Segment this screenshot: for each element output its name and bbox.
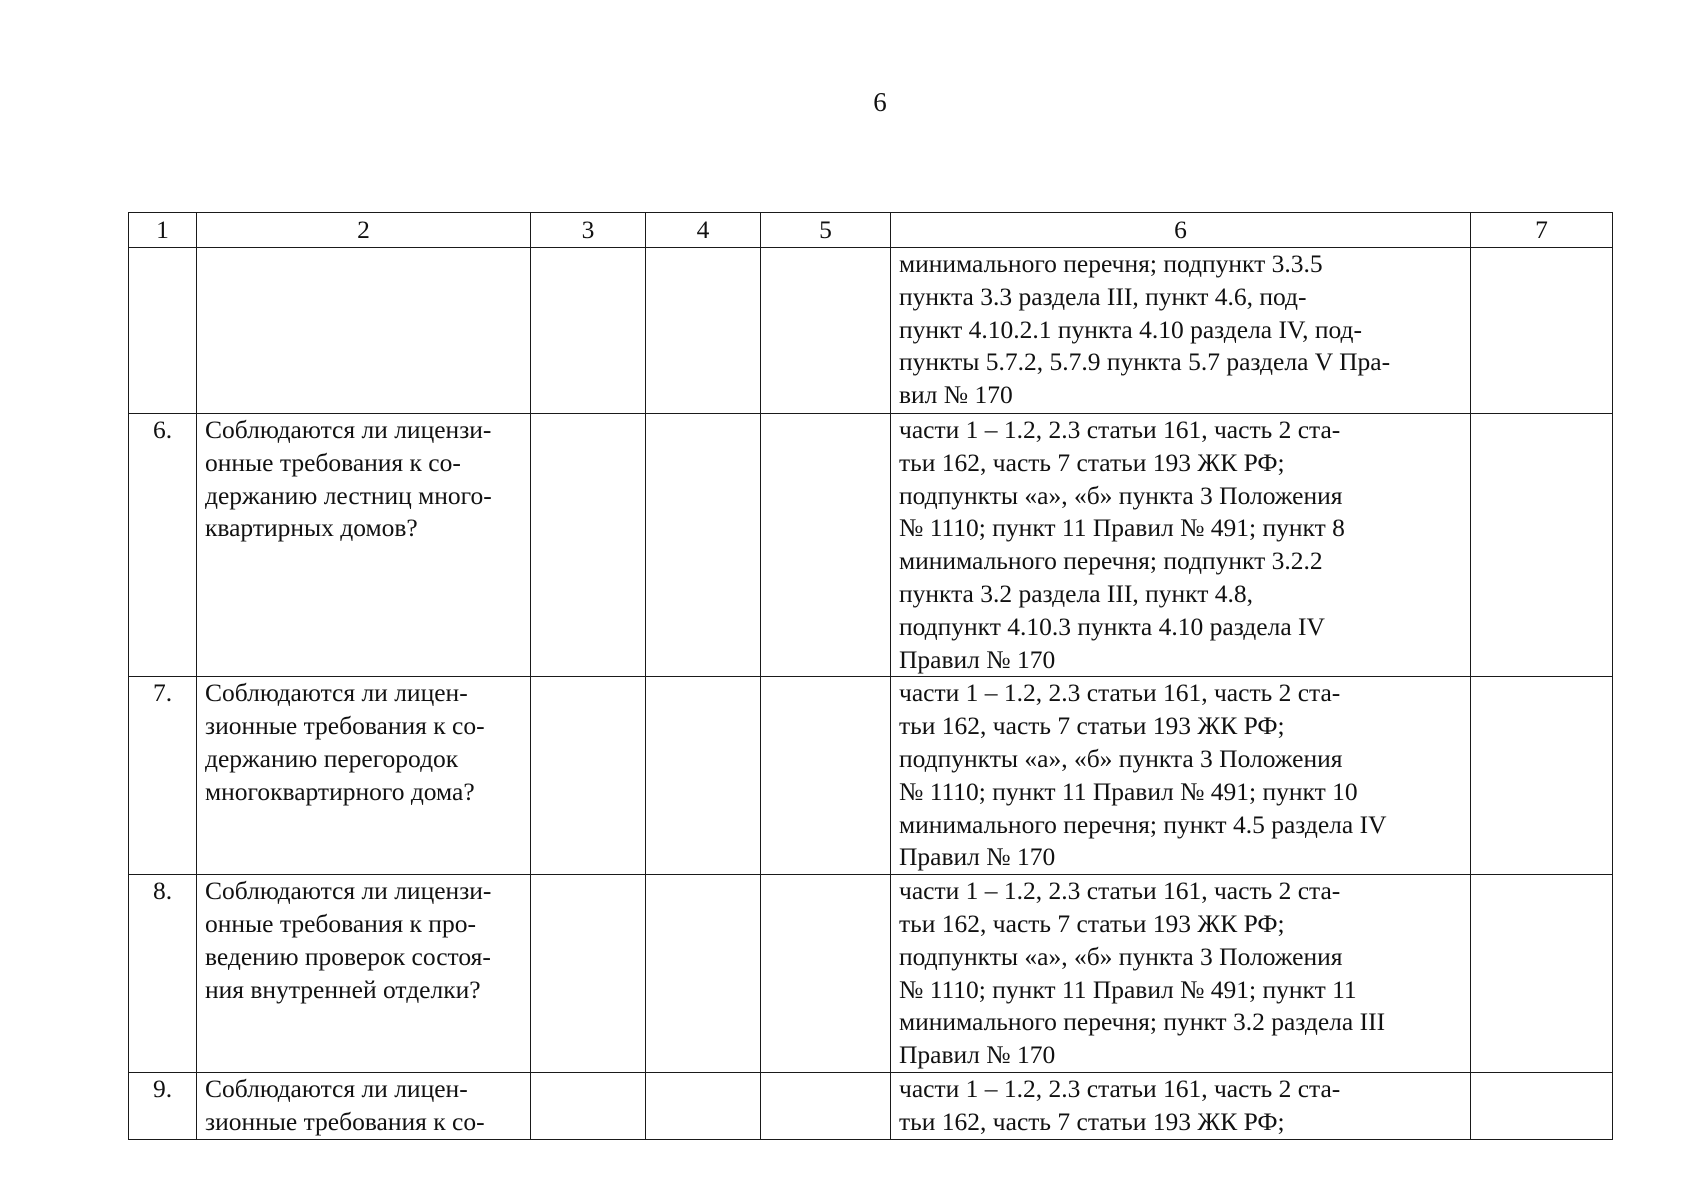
reference-line: тьи 162, часть 7 статьи 193 ЖК РФ; [899,908,1285,938]
reference-line: пункта 3.2 раздела III, пункт 4.8, [899,578,1253,608]
reference-cell [891,677,1471,875]
empty-cell [1471,875,1613,1073]
checklist-table [128,212,1613,1140]
reference-line: части 1 – 1.2, 2.3 статьи 161, часть 2 ста- [899,678,1341,708]
table-row [129,414,1613,677]
row-number: 6. [129,414,197,677]
header-col-1: 1 [129,213,197,248]
empty-cell [761,875,891,1073]
table-row [129,1072,1613,1139]
row-number: 8. [129,875,197,1073]
question-line: Соблюдаются ли лицен- [205,1073,468,1103]
empty-cell [646,248,761,414]
empty-cell [1471,248,1613,414]
header-col-3: 3 [531,213,646,248]
empty-cell [646,875,761,1073]
row-number: 7. [129,677,197,875]
question-line: Соблюдаются ли лицензи- [205,876,492,906]
reference-line: части 1 – 1.2, 2.3 статьи 161, часть 2 ста- [899,876,1341,906]
question-line: держанию перегородок [205,743,459,773]
question-cell [197,677,531,875]
header-col-5: 5 [761,213,891,248]
reference-line: тьи 162, часть 7 статьи 193 ЖК РФ; [899,447,1285,477]
header-row [129,213,1613,248]
empty-cell [761,677,891,875]
reference-line: № 1110; пункт 11 Правил № 491; пункт 10 [899,776,1358,806]
question-line: зионные требования к со- [205,711,485,741]
reference-line: минимального перечня; подпункт 3.3.5 [899,249,1323,278]
row-number: 9. [129,1072,197,1139]
header-col-7: 7 [1471,213,1613,248]
question-cell [197,875,531,1073]
header-col-4: 4 [646,213,761,248]
empty-cell [761,1072,891,1139]
page-number: 6 [873,87,887,117]
question-line: ведению проверок состоя- [205,941,491,971]
empty-cell [531,1072,646,1139]
reference-line: пункты 5.7.2, 5.7.9 пункта 5.7 раздела V Пра- [899,347,1391,377]
reference-cell [891,1072,1471,1139]
question-line: Соблюдаются ли лицензи- [205,415,492,444]
question-cell [197,1072,531,1139]
reference-line: № 1110; пункт 11 Правил № 491; пункт 8 [899,513,1345,543]
empty-cell [531,248,646,414]
table-row [129,248,1613,414]
reference-line: части 1 – 1.2, 2.3 статьи 161, часть 2 ста- [899,415,1341,444]
reference-line: тьи 162, часть 7 статьи 193 ЖК РФ; [899,1106,1285,1136]
question-line: ния внутренней отделки? [205,974,481,1004]
question-line: онные требования к со- [205,447,461,477]
reference-line: вил № 170 [899,380,1013,410]
reference-line: минимального перечня; пункт 3.2 раздела III [899,1007,1386,1037]
header-col-2: 2 [197,213,531,248]
empty-cell [1471,677,1613,875]
reference-line: подпункт 4.10.3 пункта 4.10 раздела IV [899,611,1325,641]
empty-cell [1471,1072,1613,1139]
empty-cell [646,414,761,677]
empty-cell [531,875,646,1073]
header-col-6: 6 [891,213,1471,248]
table-row [129,677,1613,875]
question-line: зионные требования к со- [205,1106,485,1136]
reference-line: пункта 3.3 раздела III, пункт 4.6, под- [899,281,1307,311]
empty-cell [646,1072,761,1139]
question-line: держанию лестниц много- [205,480,492,510]
row-number [129,248,197,414]
reference-line: № 1110; пункт 11 Правил № 491; пункт 11 [899,974,1357,1004]
reference-line: Правил № 170 [899,1040,1056,1070]
empty-cell [531,414,646,677]
question-line: Соблюдаются ли лицен- [205,678,468,708]
reference-line: тьи 162, часть 7 статьи 193 ЖК РФ; [899,711,1285,741]
empty-cell [761,248,891,414]
reference-line: части 1 – 1.2, 2.3 статьи 161, часть 2 ста- [899,1073,1341,1103]
empty-cell [1471,414,1613,677]
question-line: многоквартирного дома? [205,776,475,806]
reference-line: подпункты «а», «б» пункта 3 Положения [899,941,1343,971]
reference-cell [891,414,1471,677]
reference-cell [891,248,1471,414]
empty-cell [646,677,761,875]
question-line: квартирных домов? [205,513,418,543]
reference-line: пункт 4.10.2.1 пункта 4.10 раздела IV, под- [899,314,1362,344]
reference-cell [891,875,1471,1073]
reference-line: подпункты «а», «б» пункта 3 Положения [899,480,1343,510]
reference-line: Правил № 170 [899,644,1056,674]
reference-line: подпункты «а», «б» пункта 3 Положения [899,743,1343,773]
table-row [129,875,1613,1073]
question-cell [197,248,531,414]
reference-line: минимального перечня; пункт 4.5 раздела IV [899,809,1387,839]
empty-cell [761,414,891,677]
reference-line: Правил № 170 [899,842,1056,872]
question-line: онные требования к про- [205,908,476,938]
reference-line: минимального перечня; подпункт 3.2.2 [899,546,1323,576]
empty-cell [531,677,646,875]
question-cell [197,414,531,677]
